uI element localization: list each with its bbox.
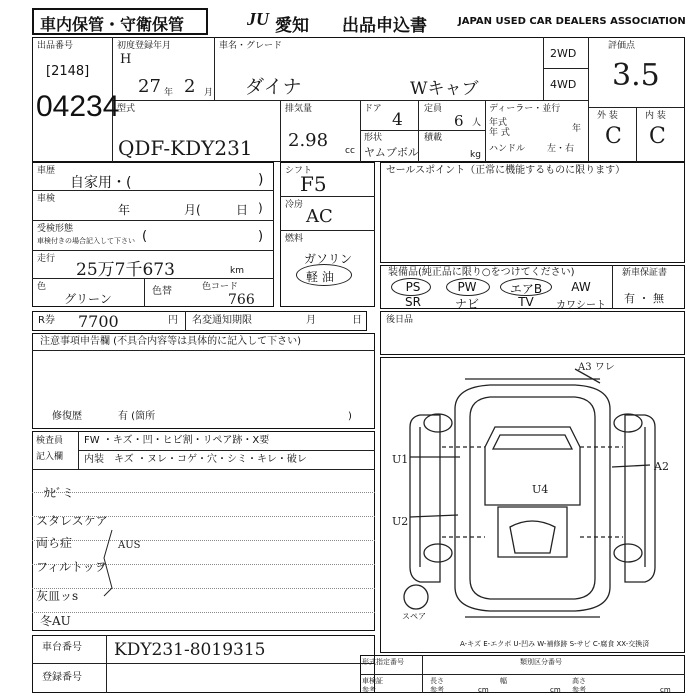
doors-value: 4 [392, 110, 403, 130]
chassis-number: KDY231-8019315 [114, 640, 266, 660]
registration-year: 27 [138, 76, 161, 97]
lot-code: [2148] [46, 64, 90, 79]
rating-score: 3.5 [612, 58, 660, 93]
entry-label: 記入欄 [36, 452, 64, 462]
color-code-label: 色コード [202, 282, 239, 292]
rating-exterior-value: C [605, 124, 622, 149]
equip-circle-ps [391, 278, 431, 296]
repair-label: 修復歴 [52, 411, 82, 422]
car-diagram [380, 357, 685, 653]
reception-open: ( [142, 229, 148, 244]
interior-label: 内装 [84, 454, 104, 465]
inspection-label: 車検 [37, 194, 56, 204]
mark-center: U4 [532, 483, 549, 496]
inspection-year: 年 [118, 203, 131, 217]
model-label: 型式 [117, 104, 136, 114]
reception-close: ) [258, 229, 264, 244]
dealer-label: ディーラー・並行 [489, 104, 561, 114]
storage-title: 車内保管・守衛保管 [40, 15, 185, 34]
association-name: JAPAN USED CAR DEALERS ASSOCIATION [458, 16, 686, 27]
recycle-label: R券 [38, 315, 55, 326]
drive-2wd: 2WD [550, 47, 577, 60]
fuel-label: 燃料 [285, 234, 304, 244]
usage-label: 車歴 [37, 166, 56, 176]
back-date-block [380, 311, 685, 355]
note-line-5: 灰皿ッs [36, 589, 79, 603]
logo-name: 愛知 [275, 16, 309, 36]
ref-label-2: 参考 [430, 686, 444, 694]
sales-point-block [380, 162, 685, 263]
spare-label: スペア [402, 612, 426, 621]
new-warranty-label: 新車保証書 [622, 268, 668, 278]
color-label: 色 [37, 282, 47, 292]
fuel-value: ガソリン [304, 252, 353, 266]
load-label: 積載 [424, 133, 443, 143]
usage-value: 自家用・( [70, 175, 132, 191]
color-change-label: 色替 [152, 286, 172, 297]
back-date-label: 後日品 [386, 315, 414, 325]
note-line-1: ｶﾋﾞミ [44, 486, 75, 500]
note-line-6: 冬AU [40, 614, 71, 628]
shape-label: 形状 [364, 133, 383, 143]
note-bracket [98, 528, 118, 598]
mark-right: A2 [654, 460, 669, 473]
inspection-month: 月( [184, 203, 201, 217]
mileage-unit: km [230, 266, 244, 276]
model-year-unit: 年 [572, 124, 582, 134]
form-title: 出品申込書 [342, 16, 427, 36]
reception-label: 受検形態 [37, 224, 74, 234]
cm-3: cm [660, 686, 671, 694]
note-line-3: 両ら症 [36, 536, 73, 550]
capacity-label: 定員 [424, 104, 443, 114]
shape-value: ヤムブボル [364, 146, 419, 159]
rating-interior-label: 内 装 [645, 111, 666, 121]
ac-value: AC [306, 206, 333, 227]
color-code-value: 766 [228, 292, 255, 308]
reg-label: 登録番号 [42, 672, 82, 683]
logo-mark: JU [247, 9, 269, 29]
cm-2: cm [550, 686, 561, 694]
vehicle-name-label: 車名・グレード [219, 41, 283, 51]
vehicle-grade: Wキャブ [410, 79, 479, 99]
repair-close: ) [348, 411, 352, 422]
equip-sr: SR [405, 295, 421, 309]
equip-airbag: エアB [509, 282, 543, 296]
color-value: グリーン [64, 292, 112, 306]
displacement-unit: cc [345, 146, 355, 156]
mark-top: A3 ワレ [578, 362, 615, 373]
mark-left: U1 [392, 453, 409, 466]
shift-value: F5 [300, 172, 327, 196]
recycle-unit: 円 [168, 315, 178, 326]
shift-label: シフト [285, 166, 313, 176]
usage-close: ) [258, 172, 264, 188]
interior-row: キズ ・ヌレ・コゲ・穴・シミ・キレ・破レ [114, 454, 307, 465]
rating-interior-value: C [649, 124, 666, 149]
reception-note: 車検付きの場合記入して下さい [37, 237, 135, 245]
registration-month-unit: 月 [204, 88, 214, 98]
registration-label: 初度登録年月 [117, 41, 172, 51]
spec-label: 形式指定番号 [362, 658, 404, 666]
load-unit: kg [470, 150, 481, 160]
equip-tv: TV [518, 295, 534, 309]
equip-ps: PS [405, 280, 421, 294]
mileage-value: 25万7千673 [76, 260, 175, 280]
equip-circle-pw [446, 278, 490, 296]
seat-label: 車検証 [362, 677, 383, 685]
sales-point-label: セールスポイント（正常に機能するものに限ります） [386, 165, 626, 176]
deadline-month: 月 [306, 315, 316, 326]
damage-legend: A-キズ E-エクボ U-凹み W-補修跡 S-サビ C-腐食 XX-交換済 [460, 640, 650, 648]
note-line-2: スタレスケア [36, 514, 108, 528]
fuel-diesel: 軽 油 [306, 270, 334, 284]
inspector-label: 検査員 [36, 436, 64, 446]
capacity-value: 6 [454, 112, 464, 130]
rating-exterior-label: 外 装 [597, 111, 618, 121]
registration-month: 2 [184, 76, 196, 97]
notes-block [32, 333, 375, 429]
model-year-label-2: 年 式 [489, 128, 510, 138]
exterior-row: FW ・キズ・凹・ヒビ割・リペア跡・X要 [84, 435, 270, 446]
handle-options: 左・右 [547, 144, 575, 154]
ref-label: 参考 [362, 686, 376, 694]
vehicle-name: ダイナ [245, 76, 302, 98]
mileage-label: 走行 [37, 254, 56, 264]
ac-label: 冷房 [285, 200, 304, 210]
mark-left-lower: U2 [392, 515, 409, 528]
displacement-label: 排気量 [285, 104, 313, 114]
equip-seat: カワシート [556, 300, 606, 311]
note-line-aus: AUS [118, 540, 141, 551]
registration-year-unit: 年 [164, 88, 174, 98]
ref-label-3: 参考 [572, 686, 586, 694]
equip-pw: PW [457, 280, 477, 294]
model-code: QDF-KDY231 [118, 136, 253, 160]
height-label: 高さ [572, 677, 586, 685]
equip-circle-airbag [500, 278, 552, 296]
new-warranty-options: 有 ・ 無 [624, 292, 664, 305]
note-line-4: フィルトッヲ [36, 560, 107, 574]
drive-4wd: 4WD [550, 78, 577, 91]
deadline-label: 名変通知期限 [192, 315, 252, 326]
handle-label: ハンドル [489, 144, 526, 154]
displacement-value: 2.98 [288, 130, 329, 151]
rating-label: 評価点 [608, 41, 636, 51]
inspection-close: ) [258, 201, 263, 215]
width-label: 幅 [500, 677, 507, 685]
category-label: 類別区分番号 [520, 658, 562, 666]
deadline-day: 日 [352, 315, 362, 326]
lot-number: 04234 [36, 90, 120, 123]
cm-1: cm [478, 686, 489, 694]
equip-navi: ナビ [454, 297, 479, 311]
model-year-label: 年式 [489, 118, 508, 128]
inspection-day: 日 [236, 203, 249, 217]
notes-label: 注意事項申告欄 (不具合内容等は具体的に記入して下さい) [40, 336, 301, 347]
registration-era: H [120, 52, 132, 67]
equipment-label: 装備品(純正品に限り○をつけてください) [388, 267, 575, 278]
recycle-amount: 7700 [78, 312, 119, 331]
length-label: 長さ [430, 677, 444, 685]
capacity-unit: 人 [472, 118, 482, 128]
chassis-label: 車台番号 [42, 642, 82, 653]
lot-label: 出品番号 [37, 41, 74, 51]
equip-aw: AW [571, 280, 591, 294]
repair-value: 有 (箇所 [118, 411, 156, 422]
doors-label: ドア [364, 104, 382, 114]
